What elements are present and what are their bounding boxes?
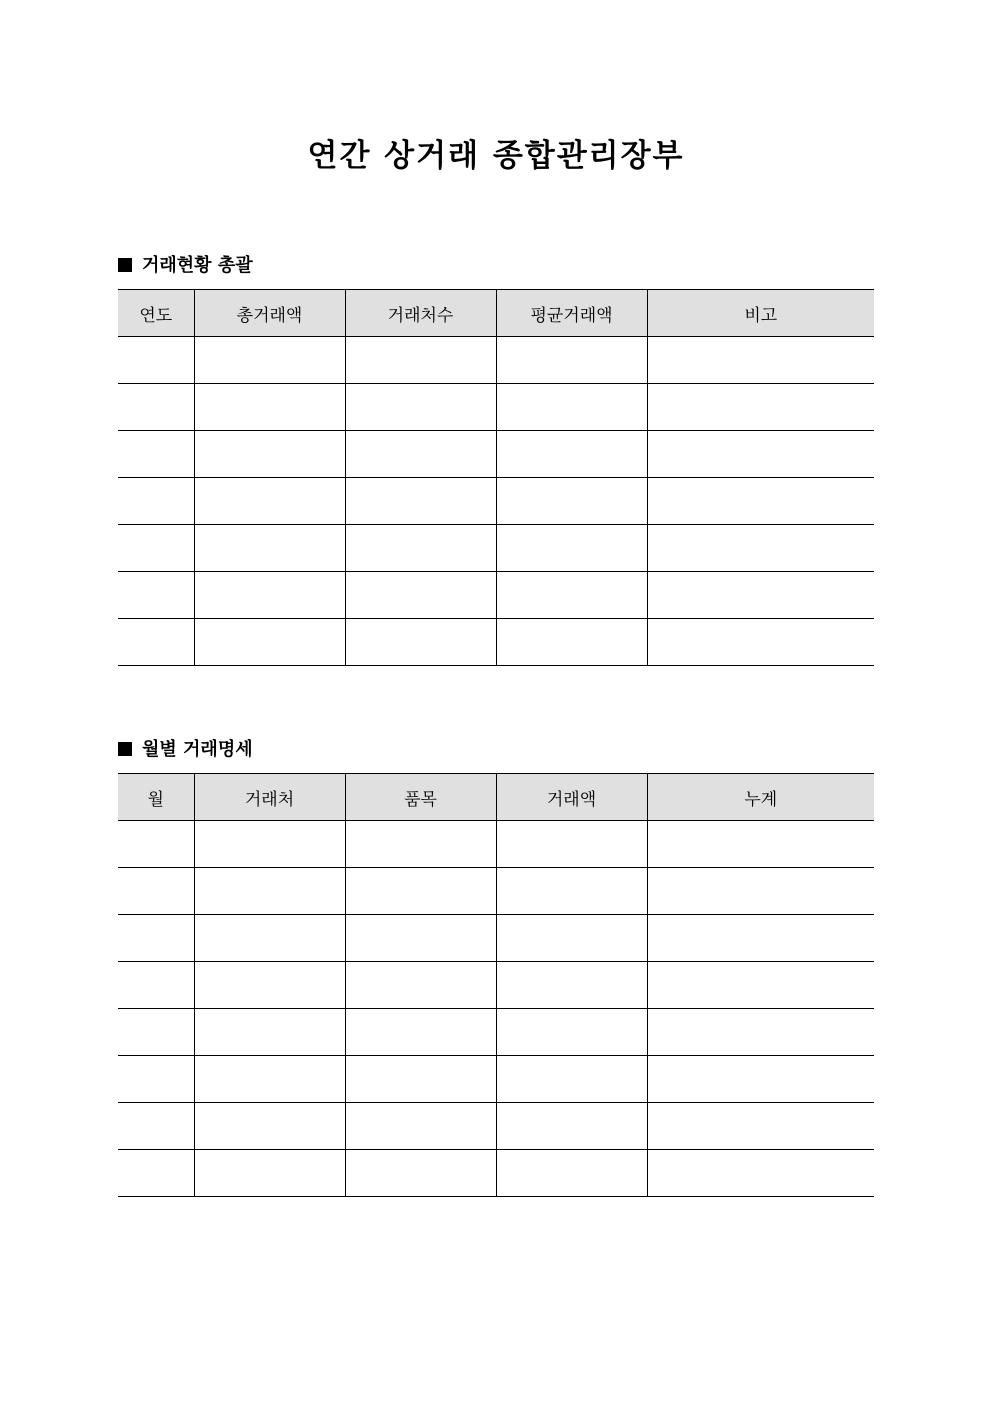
table-cell[interactable] xyxy=(194,384,345,431)
table-cell[interactable] xyxy=(118,868,194,915)
table-row xyxy=(118,1056,874,1103)
summary-header-row xyxy=(118,290,874,337)
table-cell[interactable] xyxy=(345,478,496,525)
table-cell[interactable] xyxy=(118,619,194,666)
table-cell[interactable] xyxy=(647,915,874,962)
table-row xyxy=(118,384,874,431)
table-cell[interactable] xyxy=(345,619,496,666)
table-cell[interactable] xyxy=(345,915,496,962)
table-cell[interactable] xyxy=(647,525,874,572)
monthly-header-amount: 거래액 xyxy=(496,774,647,821)
table-cell[interactable] xyxy=(647,431,874,478)
table-row xyxy=(118,821,874,868)
monthly-header-month: 월 xyxy=(118,774,194,821)
table-cell[interactable] xyxy=(496,525,647,572)
table-cell[interactable] xyxy=(118,1103,194,1150)
monthly-header-cumulative: 누계 xyxy=(647,774,874,821)
table-cell[interactable] xyxy=(647,1150,874,1197)
table-row xyxy=(118,1009,874,1056)
table-cell[interactable] xyxy=(496,1150,647,1197)
table-row xyxy=(118,1150,874,1197)
table-cell[interactable] xyxy=(345,525,496,572)
table-cell[interactable] xyxy=(118,525,194,572)
table-cell[interactable] xyxy=(496,572,647,619)
table-cell[interactable] xyxy=(647,337,874,384)
table-row xyxy=(118,868,874,915)
table-cell[interactable] xyxy=(647,478,874,525)
table-cell[interactable] xyxy=(345,1009,496,1056)
table-cell[interactable] xyxy=(496,915,647,962)
table-cell[interactable] xyxy=(345,431,496,478)
monthly-header-item: 품목 xyxy=(345,774,496,821)
document-title: 연간 상거래 종합관리장부 xyxy=(307,138,685,174)
table-cell[interactable] xyxy=(647,821,874,868)
table-cell[interactable] xyxy=(194,1009,345,1056)
table-cell[interactable] xyxy=(647,1056,874,1103)
table-row xyxy=(118,525,874,572)
table-cell[interactable] xyxy=(496,619,647,666)
table-cell[interactable] xyxy=(496,478,647,525)
table-cell[interactable] xyxy=(496,1009,647,1056)
table-cell[interactable] xyxy=(118,1009,194,1056)
table-cell[interactable] xyxy=(194,572,345,619)
table-cell[interactable] xyxy=(496,1056,647,1103)
monthly-header-row xyxy=(118,774,874,821)
table-cell[interactable] xyxy=(194,431,345,478)
section-heading-monthly-label: 월별 거래명세 xyxy=(142,739,253,760)
table-cell[interactable] xyxy=(194,1103,345,1150)
summary-table xyxy=(118,289,874,666)
table-row xyxy=(118,962,874,1009)
table-cell[interactable] xyxy=(345,1056,496,1103)
table-cell[interactable] xyxy=(194,868,345,915)
summary-header-total-amount: 총거래액 xyxy=(194,290,345,337)
summary-header-client-count: 거래처수 xyxy=(345,290,496,337)
table-row xyxy=(118,1103,874,1150)
table-cell[interactable] xyxy=(647,868,874,915)
table-cell[interactable] xyxy=(345,1103,496,1150)
summary-header-year: 연도 xyxy=(118,290,194,337)
table-cell[interactable] xyxy=(345,868,496,915)
table-cell[interactable] xyxy=(118,478,194,525)
table-cell[interactable] xyxy=(194,337,345,384)
table-cell[interactable] xyxy=(647,619,874,666)
table-cell[interactable] xyxy=(647,384,874,431)
table-row xyxy=(118,478,874,525)
table-cell[interactable] xyxy=(118,337,194,384)
table-row xyxy=(118,915,874,962)
table-cell[interactable] xyxy=(647,962,874,1009)
table-cell[interactable] xyxy=(194,1150,345,1197)
monthly-header-client: 거래처 xyxy=(194,774,345,821)
table-cell[interactable] xyxy=(345,821,496,868)
summary-header-remarks: 비고 xyxy=(647,290,874,337)
square-bullet-icon xyxy=(118,742,132,756)
table-cell[interactable] xyxy=(194,478,345,525)
table-cell[interactable] xyxy=(118,384,194,431)
summary-header-average-amount: 평균거래액 xyxy=(496,290,647,337)
table-cell[interactable] xyxy=(496,1103,647,1150)
table-cell[interactable] xyxy=(647,1009,874,1056)
table-cell[interactable] xyxy=(118,1056,194,1103)
section-heading-monthly xyxy=(118,738,253,762)
table-cell[interactable] xyxy=(118,431,194,478)
table-cell[interactable] xyxy=(345,337,496,384)
table-cell[interactable] xyxy=(118,1150,194,1197)
table-cell[interactable] xyxy=(496,868,647,915)
table-cell[interactable] xyxy=(345,1150,496,1197)
table-cell[interactable] xyxy=(194,1056,345,1103)
table-cell[interactable] xyxy=(194,962,345,1009)
monthly-table xyxy=(118,773,874,1197)
table-cell[interactable] xyxy=(118,821,194,868)
table-row xyxy=(118,572,874,619)
table-cell[interactable] xyxy=(647,1103,874,1150)
table-cell[interactable] xyxy=(496,431,647,478)
table-cell[interactable] xyxy=(194,525,345,572)
table-cell[interactable] xyxy=(496,384,647,431)
table-cell[interactable] xyxy=(118,962,194,1009)
table-cell[interactable] xyxy=(496,962,647,1009)
table-cell[interactable] xyxy=(647,572,874,619)
table-cell[interactable] xyxy=(118,572,194,619)
table-cell[interactable] xyxy=(194,915,345,962)
section-heading-summary xyxy=(118,254,253,278)
table-cell[interactable] xyxy=(345,572,496,619)
table-cell[interactable] xyxy=(118,915,194,962)
square-bullet-icon xyxy=(118,258,132,272)
section-heading-summary-label: 거래현황 총괄 xyxy=(142,255,253,276)
table-cell[interactable] xyxy=(194,821,345,868)
table-cell[interactable] xyxy=(345,384,496,431)
table-cell[interactable] xyxy=(496,337,647,384)
table-cell[interactable] xyxy=(194,619,345,666)
table-row xyxy=(118,431,874,478)
table-row xyxy=(118,337,874,384)
table-row xyxy=(118,619,874,666)
table-cell[interactable] xyxy=(345,962,496,1009)
table-cell[interactable] xyxy=(496,821,647,868)
